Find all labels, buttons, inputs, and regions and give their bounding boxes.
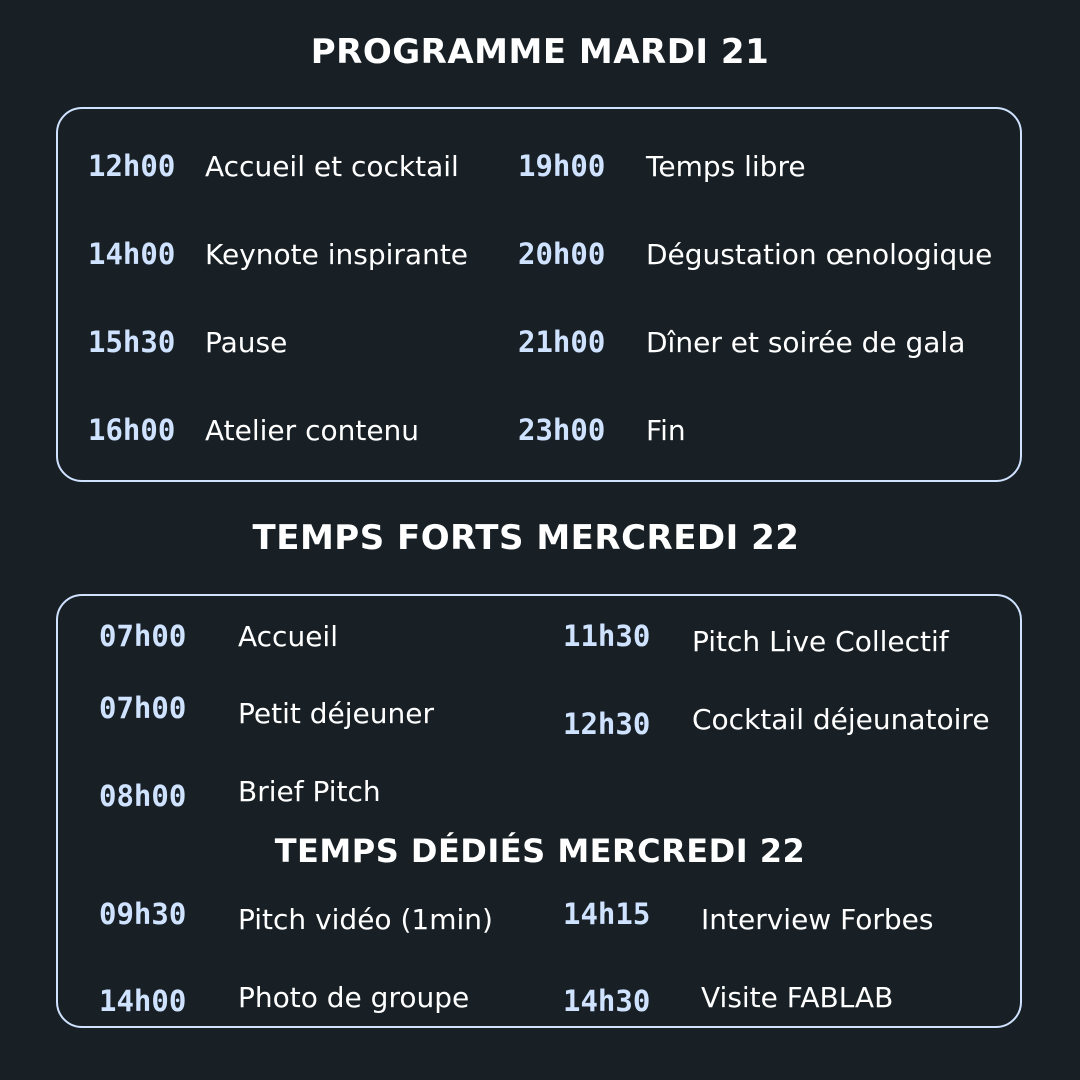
- schedule-time: 09h30: [99, 897, 187, 931]
- temps-dedies-title: TEMPS DÉDIÉS MERCREDI 22: [274, 832, 806, 870]
- schedule-time: 19h00: [518, 149, 606, 183]
- schedule-time: 12h00: [88, 149, 176, 183]
- schedule-label: Keynote inspirante: [205, 238, 469, 271]
- schedule-time: 15h30: [88, 325, 176, 359]
- schedule-time: 23h00: [518, 413, 606, 447]
- schedule-time: 14h00: [88, 237, 176, 271]
- schedule-label: Temps libre: [646, 150, 806, 183]
- schedule-time: 07h00: [99, 619, 187, 653]
- schedule-label: Atelier contenu: [205, 414, 420, 447]
- schedule-time: 14h00: [99, 984, 187, 1018]
- schedule-label: Petit déjeuner: [238, 697, 434, 730]
- schedule-label: Fin: [646, 414, 686, 447]
- schedule-time: 16h00: [88, 413, 176, 447]
- schedule-time: 08h00: [99, 779, 187, 813]
- schedule-label: Pitch Live Collectif: [692, 625, 949, 658]
- schedule-time: 07h00: [99, 691, 187, 725]
- schedule-label: Interview Forbes: [701, 903, 934, 936]
- schedule-label: Photo de groupe: [238, 981, 470, 1014]
- schedule-label: Cocktail déjeunatoire: [692, 703, 990, 736]
- schedule-time: 14h15: [563, 897, 651, 931]
- schedule-time: 14h30: [563, 984, 651, 1018]
- schedule-label: Visite FABLAB: [701, 981, 894, 1014]
- schedule-label: Accueil: [238, 620, 338, 653]
- schedule-time: 20h00: [518, 237, 606, 271]
- schedule-label: Pitch vidéo (1min): [238, 903, 493, 936]
- schedule-label: Dîner et soirée de gala: [646, 326, 966, 359]
- schedule-time: 12h30: [563, 707, 651, 741]
- schedule-time: 21h00: [518, 325, 606, 359]
- temps-forts-title: TEMPS FORTS MERCREDI 22: [252, 518, 800, 558]
- schedule-label: Accueil et cocktail: [205, 150, 459, 183]
- schedule-label: Dégustation œnologique: [646, 238, 993, 271]
- schedule-label: Brief Pitch: [238, 775, 381, 808]
- schedule-time: 11h30: [563, 619, 651, 653]
- mercredi-box: [56, 594, 1022, 1028]
- programme-title: PROGRAMME MARDI 21: [310, 32, 770, 72]
- schedule-label: Pause: [205, 326, 288, 359]
